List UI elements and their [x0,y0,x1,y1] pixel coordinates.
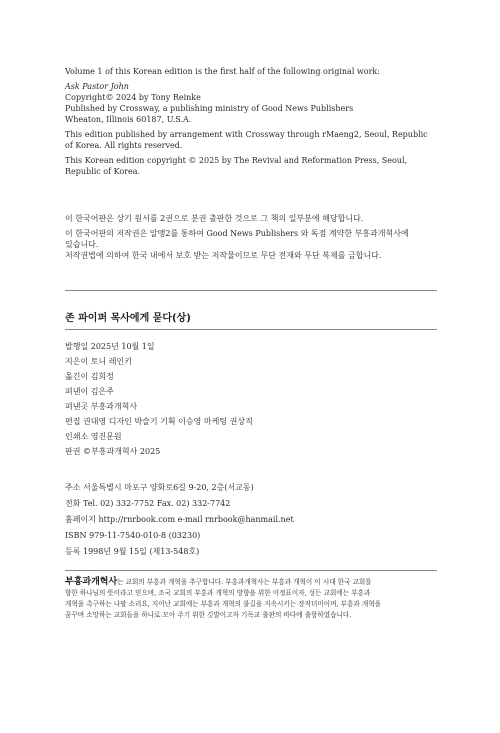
statement-line: 향한 하나님의 뜻이라고 믿으며, 조국 교회의 부흥과 개혁의 방향을 위한 이정표이자, 성든 교회에는 부흥과 [65,589,371,597]
statement-line: 는 교회의 부흥과 개혁을 추구합니다. 부흥과개혁사는 부흥과 개혁이 이 시대 한국 교회를 [117,578,372,586]
credit-printer: 인쇄소 영진문원 [65,432,122,441]
credit-author: 지은이 토니 레인키 [65,357,132,366]
korean-notice-line: 있습니다. [65,240,99,249]
contact-registration: 등록 1998년 9월 15일 (제13-548호) [65,547,200,556]
credit-publisher: 펴낸곳 부흥과개혁사 [65,402,138,411]
credit-staff: 편집 권대영 디자인 박슬기 기획 이승영 마케팅 권상직 [65,417,253,426]
book-title: 존 파이퍼 목사에게 묻다(상) [65,313,191,324]
contact-address: 주소 서울특별시 마포구 양화로6길 9-20, 2층(서교동) [65,483,254,492]
credit-copyright: 판권 ©부흥과개혁사 2025 [65,447,161,456]
divider [65,290,437,291]
original-work-note: Volume 1 of this Korean edition is the first half of the following original work: [65,67,380,76]
original-copyright: Copyright© 2024 by Tony Reinke [65,93,201,102]
korean-notice-line: 저작권법에 의하여 한국 내에서 보호 받는 저작물이므로 무단 전재와 무단 복제를 금합니다. [65,251,382,260]
contact-info [65,480,437,560]
publisher-logo: 부흥과개혁사 [65,577,118,587]
original-title: Ask Pastor John [65,82,129,91]
contact-isbn: ISBN 979-11-7540-010-8 (03230) [65,531,201,540]
credit-editor: 펴낸이 김은주 [65,387,114,396]
divider [65,329,437,330]
korean-notice-line: 이 한국어판은 상기 원서를 2권으로 분권 출판한 것으로 그 책의 일부분에 해당합니다. [65,214,364,223]
contact-web: 홈페이지 http://rnrbook.com e-mail rnrbook@hanmail.net [65,515,294,524]
statement-line: 개혁을 촉구하는 나팔 소리요, 지어난 교회에는 부흥과 개혁의 불길을 지속시키는 장작더미이며, 부흥과 개혁을 [65,600,381,608]
korean-edition-copyright: This Korean edition copyright © 2025 by The Revival and Reformation Press, Seoul, Republic of Korea. [65,156,408,176]
credits [65,339,437,459]
korean-notice [65,213,437,261]
divider [65,570,437,571]
credit-translator: 옮긴이 김희정 [65,372,114,381]
original-address: Wheaton, Illinois 60187, U.S.A. [65,115,192,124]
original-publisher: Published by Crossway, a publishing ministry of Good News Publishers [65,104,354,113]
publisher-statement [65,577,437,621]
credit-date: 발행일 2025년 10월 1일 [65,342,155,351]
arrangement-note: This edition published by arrangement with Crossway through rMaeng2, Seoul, Republic of Korea. All rights reserved. [65,130,428,150]
statement-line: 꿈꾸며 소망하는 교회들을 하나로 모아 주기 위한 깃발이고자 기독교 출판의 바다에 출항하였습니다. [65,611,352,619]
contact-phone: 전화 Tel. 02) 332-7752 Fax. 02) 332-7742 [65,499,231,508]
english-notice [65,66,437,177]
korean-notice-line: 이 한국어판의 저작권은 알맹2를 통하여 Good News Publishers 와 독점 계약한 부흥과개혁사에 [65,229,409,238]
